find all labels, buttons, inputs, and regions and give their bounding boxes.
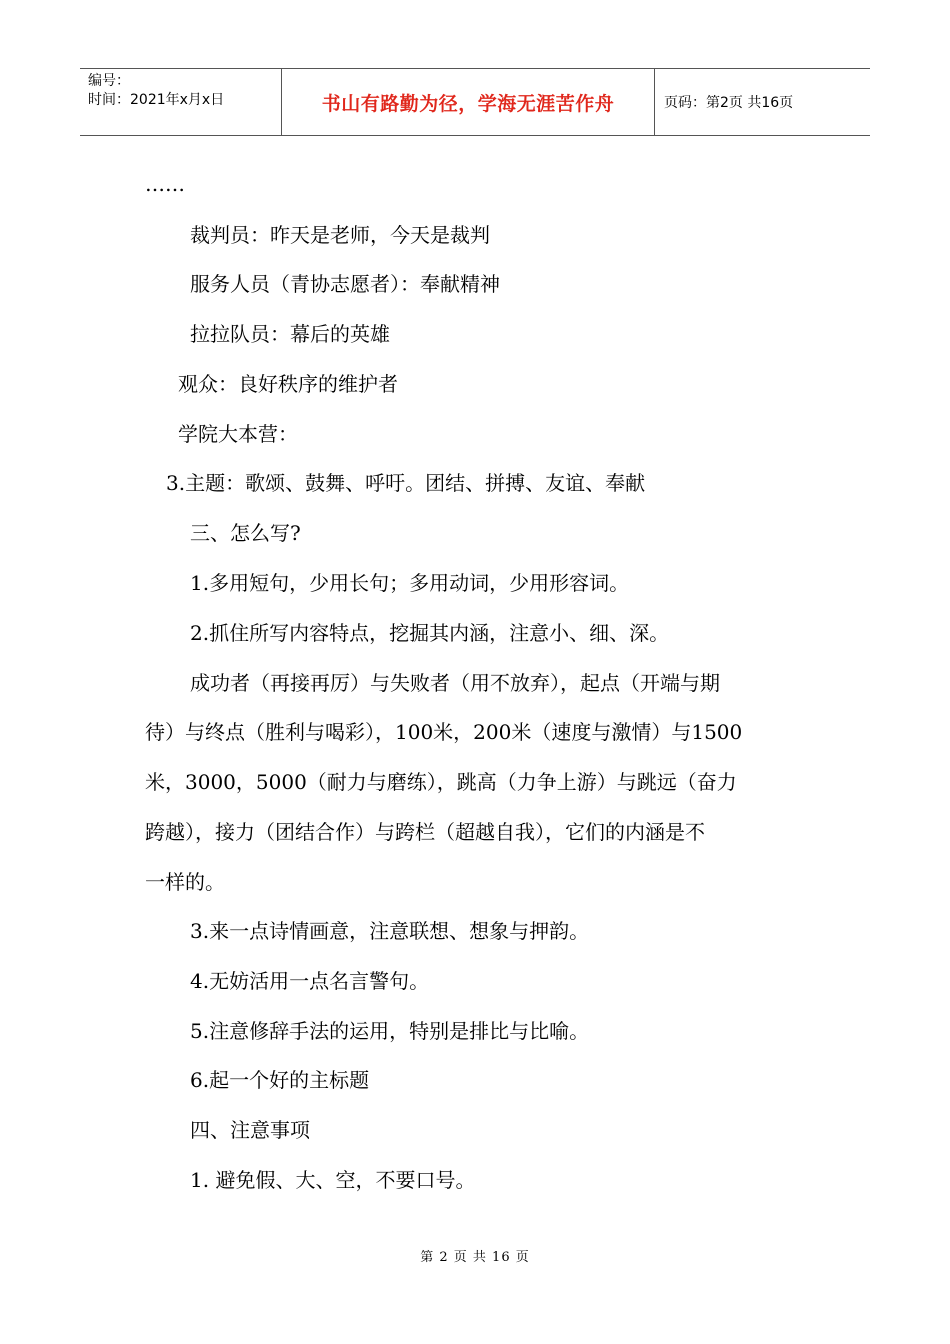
body-line: 拉拉队员：幕后的英雄 (190, 322, 390, 346)
ellipsis-line: …… (145, 172, 185, 196)
body-line: 5.注意修辞手法的运用，特别是排比与比喻。 (190, 1019, 590, 1043)
header-motto-cell (282, 69, 655, 135)
body-line: 3.主题：歌颂、鼓舞、呼吁。团结、拼搏、友谊、奉献 (166, 471, 646, 495)
body-line: 1.多用短句，少用长句；多用动词，少用形容词。 (190, 571, 630, 595)
time-label: 时间：2021年x月x日 (88, 92, 225, 108)
body-line: 6.起一个好的主标题 (190, 1068, 370, 1092)
page-info: 页码：第2页 共16页 (664, 95, 794, 111)
header-page-cell (655, 69, 870, 135)
document-header (80, 68, 870, 136)
body-line: 1. 避免假、大、空，不要口号。 (190, 1168, 476, 1192)
body-line: 观众：良好秩序的维护者 (178, 372, 398, 396)
section-heading: 三、怎么写? (190, 521, 301, 545)
body-line: 一样的。 (145, 870, 225, 894)
motto-text: 书山有路勤为径，学海无涯苦作舟 (321, 92, 615, 115)
body-line: 待）与终点（胜利与喝彩），100米，200米（速度与激情）与1500 (145, 720, 743, 744)
section-heading: 四、注意事项 (190, 1118, 310, 1142)
body-line: 学院大本营： (178, 422, 298, 446)
page-footer: 第 2 页 共 16 页 (420, 1250, 530, 1265)
header-meta-cell (80, 69, 282, 135)
body-line: 米，3000，5000（耐力与磨练），跳高（力争上游）与跳远（奋力 (145, 770, 737, 794)
body-line: 服务人员（青协志愿者）：奉献精神 (190, 272, 500, 296)
body-line: 2.抓住所写内容特点，挖掘其内涵，注意小、细、深。 (190, 621, 670, 645)
body-line: 成功者（再接再厉）与失败者（用不放弃），起点（开端与期 (190, 671, 720, 695)
body-line: 3.来一点诗情画意，注意联想、想象与押韵。 (190, 919, 590, 943)
number-label: 编号： (88, 73, 130, 89)
body-line: 跨越），接力（团结合作）与跨栏（超越自我），它们的内涵是不 (145, 820, 705, 844)
body-line: 裁判员：昨天是老师，今天是裁判 (190, 223, 490, 247)
body-line: 4.无妨活用一点名言警句。 (190, 969, 430, 993)
